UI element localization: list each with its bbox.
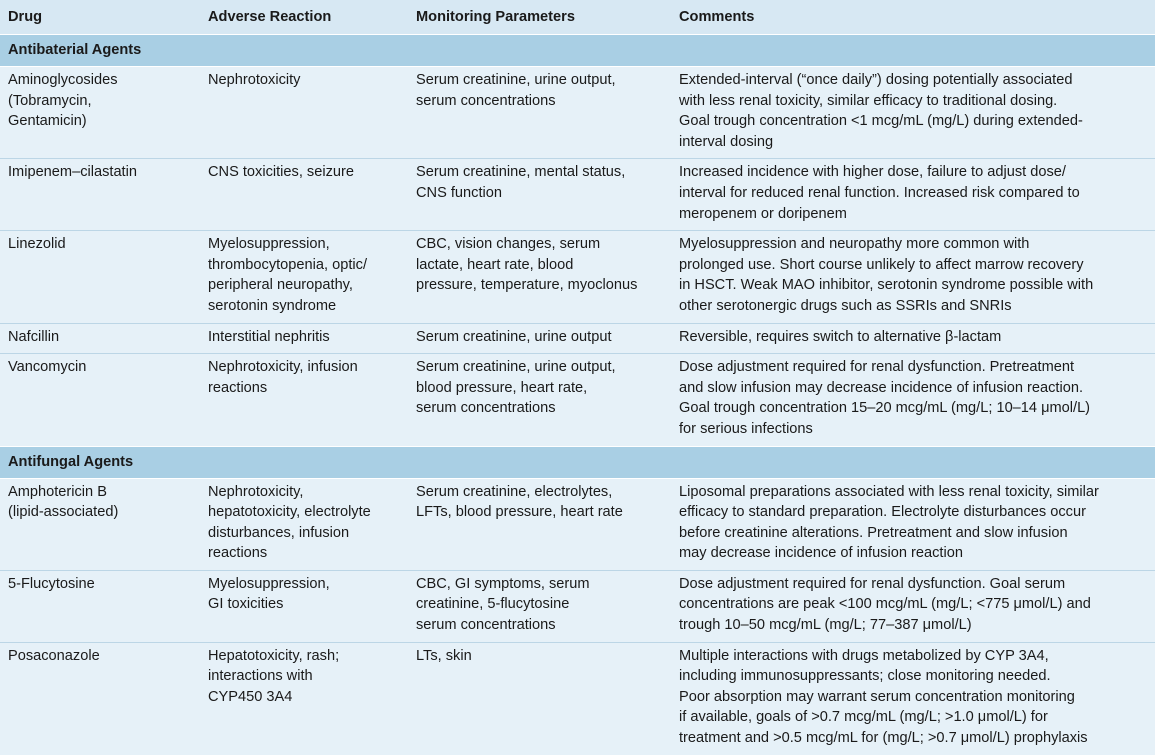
cell-adverse-reaction: Nephrotoxicity	[200, 67, 408, 159]
cell-monitoring: CBC, vision changes, serum lactate, heart rate, blood pressure, temperature, myoclonus	[408, 231, 671, 323]
cell-monitoring: Serum creatinine, urine output	[408, 323, 671, 354]
cell-drug: Aminoglycosides (Tobramycin, Gentamicin)	[0, 67, 200, 159]
section-title: Antifungal Agents	[0, 446, 1155, 478]
cell-comments: Increased incidence with higher dose, failure to adjust dose/ interval for reduced renal function. Increased risk compared to meropenem or doripenem	[671, 159, 1155, 231]
cell-monitoring: Serum creatinine, mental status, CNS function	[408, 159, 671, 231]
cell-comments: Dose adjustment required for renal dysfunction. Goal serum concentrations are peak <100 mcg/mL (mg/L; <775 μmol/L) and trough 10–50 mcg/mL (mg/L; 77–387 μmol/L)	[671, 570, 1155, 642]
cell-monitoring: Serum creatinine, urine output, serum concentrations	[408, 67, 671, 159]
cell-adverse-reaction: Nephrotoxicity, hepatotoxicity, electrolyte disturbances, infusion reactions	[200, 478, 408, 570]
header-comments: Comments	[671, 0, 1155, 35]
table-row	[0, 478, 1155, 570]
cell-adverse-reaction: Nephrotoxicity, infusion reactions	[200, 354, 408, 446]
cell-monitoring: CBC, GI symptoms, serum creatinine, 5-flucytosine serum concentrations	[408, 570, 671, 642]
cell-comments: Multiple interactions with drugs metabolized by CYP 3A4, including immunosuppressants; close monitoring needed. Poor absorption may warrant serum concentration monitoring if available, goals of >0.7 mcg/mL (mg/L; >1.0 μmol/L) for treatment and >0.5 mcg/mL for (mg/L; >0.7 μmol/L) prophylaxis	[671, 642, 1155, 754]
table-row	[0, 231, 1155, 323]
cell-drug: Linezolid	[0, 231, 200, 323]
cell-comments: Extended-interval (“once daily”) dosing potentially associated with less renal toxicity, similar efficacy to traditional dosing. Goal trough concentration <1 mcg/mL (mg/L) during extended- interval dosing	[671, 67, 1155, 159]
table-row	[0, 642, 1155, 754]
cell-drug: Posaconazole	[0, 642, 200, 754]
cell-drug: Imipenem–cilastatin	[0, 159, 200, 231]
cell-drug: 5-Flucytosine	[0, 570, 200, 642]
section-header-row	[0, 35, 1155, 67]
section-title: Antibaterial Agents	[0, 35, 1155, 67]
cell-adverse-reaction: Interstitial nephritis	[200, 323, 408, 354]
header-adverse-reaction: Adverse Reaction	[200, 0, 408, 35]
table-row	[0, 354, 1155, 446]
cell-drug: Nafcillin	[0, 323, 200, 354]
table-row	[0, 67, 1155, 159]
cell-comments: Liposomal preparations associated with less renal toxicity, similar efficacy to standard preparation. Electrolyte disturbances occur before creatinine alterations. Pretreatment and slow infusion may decrease incidence of infusion reaction	[671, 478, 1155, 570]
section-antifungal-rows	[0, 478, 1155, 755]
cell-adverse-reaction: Hepatotoxicity, rash; interactions with CYP450 3A4	[200, 642, 408, 754]
header-monitoring-parameters: Monitoring Parameters	[408, 0, 671, 35]
cell-comments: Reversible, requires switch to alternative β-lactam	[671, 323, 1155, 354]
section-antibacterial-rows	[0, 67, 1155, 447]
cell-monitoring: Serum creatinine, electrolytes, LFTs, blood pressure, heart rate	[408, 478, 671, 570]
header-drug: Drug	[0, 0, 200, 35]
table-header	[0, 0, 1155, 35]
cell-drug: Vancomycin	[0, 354, 200, 446]
cell-drug: Amphotericin B (lipid-associated)	[0, 478, 200, 570]
header-row	[0, 0, 1155, 35]
cell-comments: Dose adjustment required for renal dysfunction. Pretreatment and slow infusion may decrease incidence of infusion reaction. Goal trough concentration 15–20 mcg/mL (mg/L; 10–14 μmol/L) for serious infections	[671, 354, 1155, 446]
cell-comments: Myelosuppression and neuropathy more common with prolonged use. Short course unlikely to affect marrow recovery in HSCT. Weak MAO inhibitor, serotonin syndrome possible with other serotonergic drugs such as SSRIs and SNRIs	[671, 231, 1155, 323]
table-row	[0, 159, 1155, 231]
table-row	[0, 570, 1155, 642]
table-row	[0, 323, 1155, 354]
cell-monitoring: Serum creatinine, urine output, blood pressure, heart rate, serum concentrations	[408, 354, 671, 446]
section-antibacterial	[0, 35, 1155, 67]
cell-adverse-reaction: Myelosuppression, GI toxicities	[200, 570, 408, 642]
cell-adverse-reaction: CNS toxicities, seizure	[200, 159, 408, 231]
section-header-row	[0, 446, 1155, 478]
cell-adverse-reaction: Myelosuppression, thrombocytopenia, optic/ peripheral neuropathy, serotonin syndrome	[200, 231, 408, 323]
cell-monitoring: LTs, skin	[408, 642, 671, 754]
section-antifungal	[0, 446, 1155, 478]
